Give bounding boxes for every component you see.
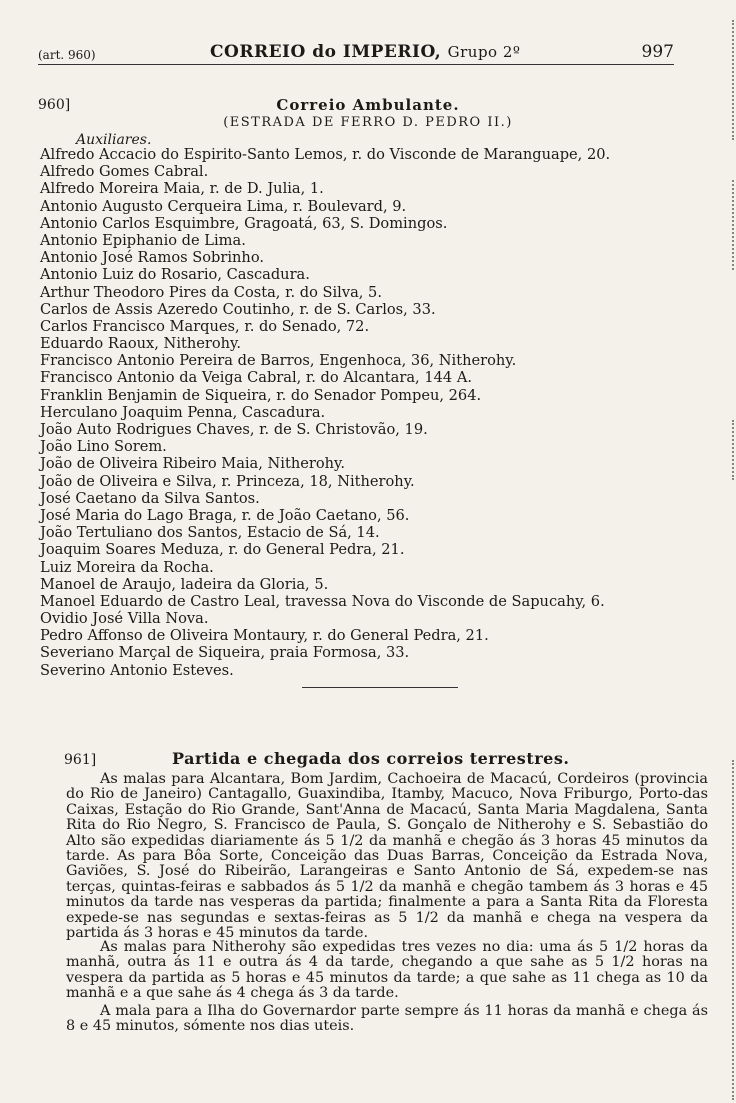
list-item: Antonio José Ramos Sobrinho.	[40, 249, 264, 267]
list-item: Arthur Theodoro Pires da Costa, r. do Silva, 5.	[40, 283, 382, 301]
section-divider	[302, 687, 458, 688]
list-item: Severiano Marçal de Siqueira, praia Formosa, 33.	[40, 644, 410, 662]
header-title	[210, 42, 520, 62]
list-item: Antonio Luiz do Rosario, Cascadura.	[40, 266, 310, 284]
page-header	[38, 40, 674, 66]
auxiliares-label: Auxiliares.	[76, 132, 152, 148]
paragraph-mala-ilha: A mala para a Ilha do Governardor parte sempre ás 11 horas da manhã e chega ás 8 e 45 minutos, sómente nos dias uteis.	[66, 1003, 708, 1035]
list-item: José Caetano da Silva Santos.	[40, 489, 260, 507]
list-item: Franklin Benjamin de Siqueira, r. do Senador Pompeu, 264.	[40, 386, 482, 404]
list-item: Pedro Affonso de Oliveira Montaury, r. do General Pedra, 21.	[40, 627, 489, 645]
list-item: Carlos de Assis Azeredo Coutinho, r. de S. Carlos, 33.	[40, 300, 436, 318]
list-item: Herculano Joaquim Penna, Cascadura.	[40, 403, 326, 421]
section-number-960: 960]	[38, 97, 71, 113]
paragraph-malas-diversas: As malas para Alcantara, Bom Jardim, Cachoeira de Macacú, Cordeiros (provincia do Rio de Janeiro) Cantagallo, Guaxindiba, Itamby, Macuco, Nova Friburgo, Porto-das Caixas, Estação do Rio Grande, Sant'Anna de Macacú, Santa Maria Magdalena, Santa Rita do Rio Negro, S. Francisco de Paula, S. Gonçalo de Nitherohy e S. Sebastião do Alto são expedidas diariamente ás 5 1/2 da manhã e chegão ás 3 horas 45 minutos da tarde. As para Bôa Sorte, Conceição das Duas Barras, Conceição da Estrada Nova, Gaviões, S. José do Ribeirão, Larangeiras e Santo Antonio de Sá, expedem-se nas terças, quintas-feiras e sabbados ás 5 1/2 da manhã e chegão tambem ás 3 horas e 45 minutos da tarde nas vesperas da partida; finalmente a para a Santa Rita da Floresta expede-se nas segundas e sextas-feiras as 5 1/2 da manhã e chega na vespera da partida ás 3 horas e 45 minutos da tarde.	[66, 771, 708, 942]
list-item: Antonio Augusto Cerqueira Lima, r. Boulevard, 9.	[40, 197, 407, 215]
section-title-correio-ambulante: Correio Ambulante.	[276, 96, 460, 114]
section-subtitle: (ESTRADA DE FERRO D. PEDRO II.)	[223, 115, 513, 130]
list-item: Alfredo Gomes Cabral.	[40, 163, 209, 181]
section-title-partida-chegada: Partida e chegada dos correios terrestres.	[172, 749, 570, 768]
header-article-ref: (art. 960)	[38, 48, 96, 62]
section-number-961: 961]	[64, 752, 97, 768]
list-item: Ovidio José Villa Nova.	[40, 610, 209, 628]
list-item: José Maria do Lago Braga, r. de João Caetano, 56.	[40, 506, 410, 524]
list-item: Alfredo Moreira Maia, r. de D. Julia, 1.	[40, 180, 324, 198]
list-item: Joaquim Soares Meduza, r. do General Pedra, 21.	[40, 541, 405, 559]
page-number: 997	[641, 42, 674, 62]
list-item: Severino Antonio Esteves.	[40, 661, 234, 679]
list-item: João Tertuliano dos Santos, Estacio de Sá, 14.	[40, 524, 380, 542]
paragraph-malas-nitherohy: As malas para Nitherohy são expedidas tres vezes no dia: uma ás 5 1/2 horas da manhã, outra ás 11 e outra ás 4 da tarde, chegando a que sahe as 5 1/2 horas na vespera da partida as 5 horas e 45 minutos da tarde; a que sahe as 11 chega as 10 da manhã e a que sahe ás 4 chega ás 3 da tarde.	[66, 939, 708, 1002]
list-item: Carlos Francisco Marques, r. do Senado, 72.	[40, 317, 370, 335]
list-item: Manoel de Araujo, ladeira da Gloria, 5.	[40, 575, 329, 593]
header-rule	[38, 64, 674, 65]
list-item: Eduardo Raoux, Nitherohy.	[40, 335, 241, 353]
list-item: João Lino Sorem.	[40, 438, 167, 456]
list-item: João de Oliveira Ribeiro Maia, Nitherohy.	[40, 455, 345, 473]
list-item: Manoel Eduardo de Castro Leal, travessa Nova do Visconde de Sapucahy, 6.	[40, 592, 605, 610]
list-item: João Auto Rodrigues Chaves, r. de S. Christovão, 19.	[40, 421, 428, 438]
scanned-page-edge	[706, 0, 736, 1103]
staff-list	[40, 146, 610, 679]
list-item: João de Oliveira e Silva, r. Princeza, 18, Nitherohy.	[40, 472, 415, 490]
list-item: Luiz Moreira da Rocha.	[40, 558, 214, 576]
header-title-text: CORREIO do IMPERIO,	[210, 42, 442, 62]
list-item: Francisco Antonio da Veiga Cabral, r. do Alcantara, 144 A.	[40, 369, 472, 387]
list-item: Antonio Epiphanio de Lima.	[40, 231, 246, 249]
list-item: Francisco Antonio Pereira de Barros, Engenhoca, 36, Nitherohy.	[40, 352, 517, 370]
header-group: Grupo 2º	[447, 43, 521, 61]
list-item: Antonio Carlos Esquimbre, Gragoatá, 63, S. Domingos.	[40, 214, 448, 232]
list-item: Alfredo Accacio do Espirito-Santo Lemos, r. do Visconde de Maranguape, 20.	[40, 146, 611, 163]
